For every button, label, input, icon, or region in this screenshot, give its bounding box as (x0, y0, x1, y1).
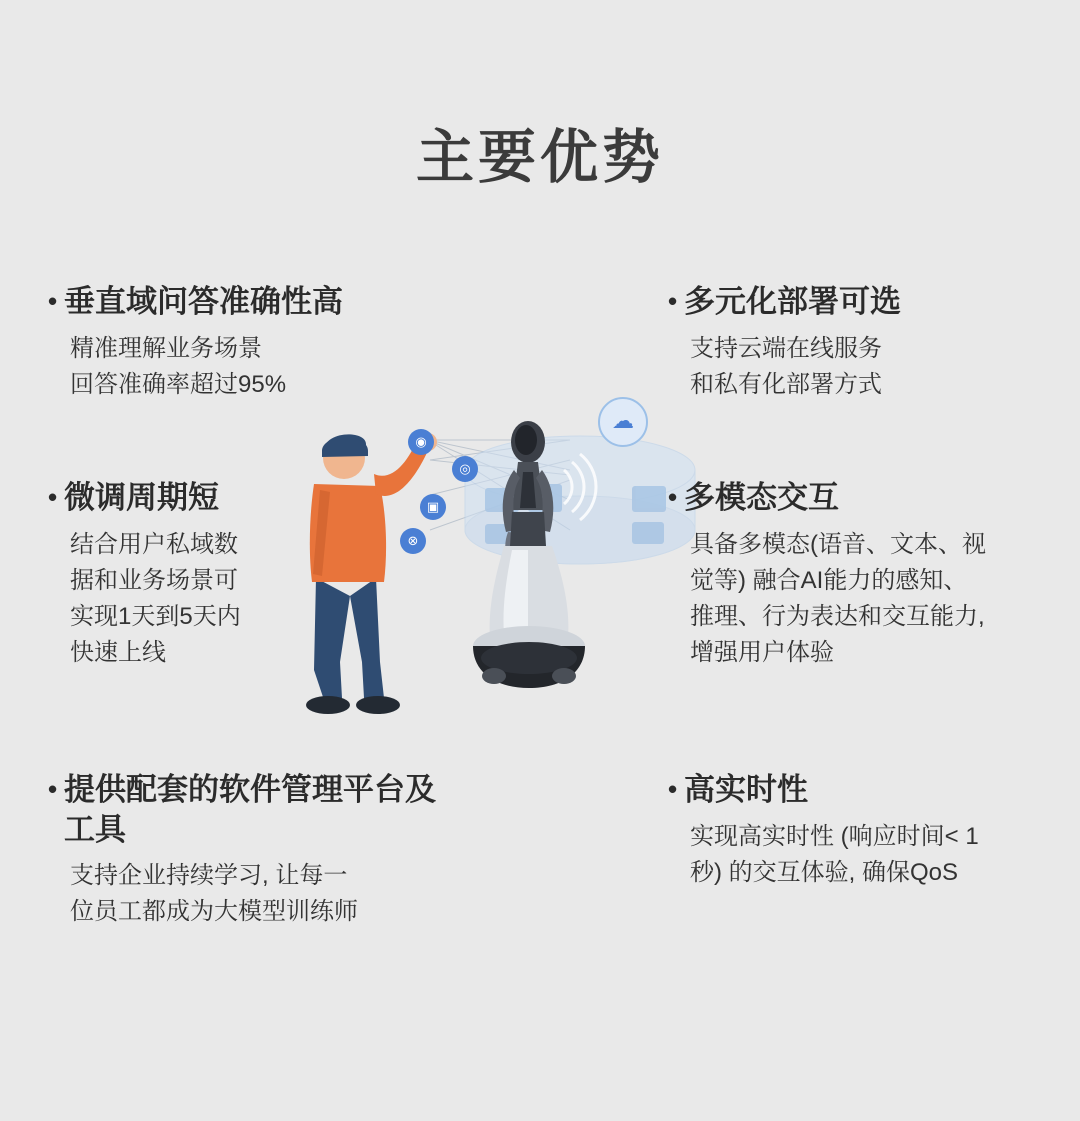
advantage-body-line: 精准理解业务场景 (70, 334, 262, 362)
advantage-body (690, 331, 998, 403)
bullet-icon (48, 784, 64, 794)
advantage-heading (48, 478, 388, 518)
advantage-body-line: 回答准确率超过95% (70, 370, 287, 398)
bullet-icon (48, 492, 64, 502)
bullet-icon (668, 492, 684, 502)
advantage-item-right-1 (668, 282, 998, 403)
advantage-heading-text: 高实时性 (684, 772, 808, 807)
advantage-body-line: 支持企业持续学习, 让每一 (70, 862, 348, 890)
bullet-icon (668, 784, 684, 794)
advantage-body-line: 实现1天到5天内 (70, 602, 241, 630)
advantage-item-left-1 (48, 282, 438, 403)
advantage-heading-text: 多元化部署可选 (684, 284, 901, 319)
advantage-heading (48, 282, 438, 322)
advantage-body-line: 结合用户私域数 (70, 530, 238, 558)
advantage-body (690, 819, 990, 891)
advantage-heading (668, 282, 998, 322)
advantage-body-line: 快速上线 (70, 638, 166, 666)
cloud-icon: ☁ (598, 397, 648, 447)
advantage-body (70, 331, 438, 403)
advantage-heading (48, 770, 448, 849)
advantage-heading-text: 微调周期短 (64, 480, 219, 515)
page-title: 主要优势 (415, 125, 664, 190)
advantage-item-right-2 (668, 478, 998, 671)
advantage-body-line: 据和业务场景可 (70, 566, 238, 594)
advantage-body (70, 527, 388, 671)
bullet-icon (48, 296, 64, 306)
advantage-body-line: 具备多模态(语音、文本、视觉等) 融合AI能力的感知、推理、行为表达和交互能力, 增强用户体验 (690, 530, 986, 666)
advantage-heading (668, 478, 998, 518)
advantage-heading (668, 770, 998, 810)
target-icon: ◎ (452, 456, 478, 482)
advantage-heading-text: 多模态交互 (684, 480, 839, 515)
bullet-icon (668, 296, 684, 306)
advantage-body-line: 支持云端在线服务 (690, 334, 882, 362)
advantage-body-line: 位员工都成为大模型训练师 (70, 898, 358, 926)
advantage-item-right-3 (668, 770, 998, 891)
advantage-body-line: 和私有化部署方式 (690, 370, 882, 398)
advantage-heading-text: 垂直域问答准确性高 (64, 284, 343, 319)
chat-icon: ▣ (420, 494, 446, 520)
advantage-item-left-3 (48, 770, 448, 930)
settings-icon: ⊗ (400, 528, 426, 554)
advantage-body (70, 858, 448, 930)
advantage-item-left-2 (48, 478, 388, 671)
advantage-heading-text: 提供配套的软件管理平台及工具 (64, 772, 436, 847)
advantage-body-line: 实现高实时性 (响应时间< 1秒) 的交互体验, 确保QoS (690, 822, 979, 886)
eye-icon: ◉ (408, 429, 434, 455)
advantage-body (690, 527, 990, 671)
